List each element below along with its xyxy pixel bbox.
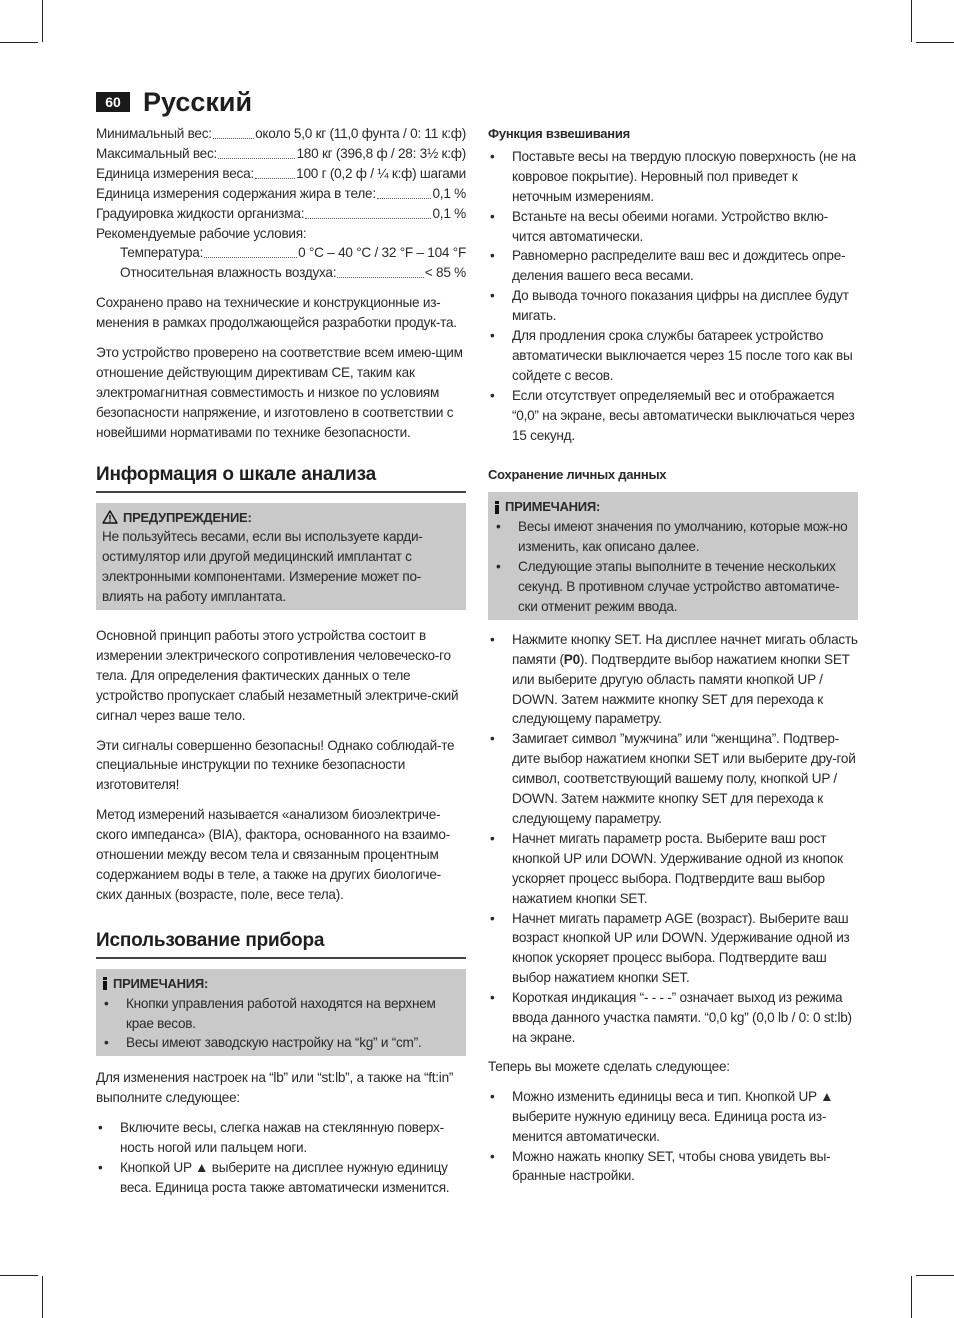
spec-row: Максимальный вес: 180 кг (396,8 ф / 28: 3½ к:ф) — [96, 145, 466, 161]
list-item: • Поставьте весы на твердую плоскую поверхность (не на ковровое покрытие). Неровный пол приведет к неточным измерениям. — [488, 147, 858, 207]
list-item: • Замигает символ ”мужчина” или “женщина”. Подтвер-дите выбор нажатием кнопки SET или выберите дру-гой символ, соответствующий вашему полу, кнопкой UP / DOWN. Затем нажмите кнопку SET для перехода к следующему параметру. — [488, 729, 858, 829]
paragraph: Метод измерений называется «анализом биоэлектриче-ского импеданса» (BIA), фактора, основанного на взаимо-отношении между весом тела и связанным процентным содержанием воды в теле, а также на других биологиче-ских данных (возрасте, поле, весе тела). — [96, 807, 450, 902]
steps-list — [488, 630, 858, 1048]
page-title: Русский — [143, 86, 253, 117]
memory-code: P0 — [563, 651, 580, 667]
warning-text: Не пользуйтесь весами, если вы используете карди-остимулятор или другой медицинский имплантат с электронными компонентами. Измерение может по-влиять на работу имплантата. — [102, 529, 423, 605]
crop-mark — [911, 0, 912, 42]
list-item: • Нажмите кнопку SET. На дисплее начнет мигать область памяти (P0). Подтвердите выбор нажатием кнопки SET или выберите другую область памяти кнопкой UP / DOWN. Затем нажмите кнопку SET для перехода к следующему параметру. — [488, 630, 858, 730]
crop-mark — [0, 1275, 38, 1276]
list-item: • Если отсутствует определяемый вес и отображается “0,0” на экране, весы автоматически выключаться через 15 секунд. — [488, 386, 858, 446]
paragraph: Основной принцип работы этого устройства состоит в измерении электрического сопротивления человеческо-го тела. Для определения фактических данных о теле устройство пропускает слабый незаметный электриче-ский сигнал через ваше тело. — [96, 628, 459, 723]
spec-row: Единица измерения содержания жира в теле: 0,1 % — [96, 185, 466, 201]
page-number: 60 — [96, 92, 130, 112]
paragraph: Теперь вы можете сделать следующее: — [488, 1058, 730, 1074]
list-item: • Встаньте на весы обеими ногами. Устройство вклю-чится автоматически. — [488, 207, 858, 247]
list-item: • Равномерно распределите ваш вес и дождитесь опре-деления вашего веса весами. — [488, 246, 858, 286]
list-item: • Начнет мигать параметр роста. Выберите ваш рост кнопкой UP или DOWN. Удерживание одной из кнопок ускоряет процесс выбора. Подтвердите ваш выбор нажатием кнопки SET. — [488, 829, 858, 909]
list-item: • До вывода точного показания цифры на дисплее будут мигать. — [488, 286, 858, 326]
paragraph: Эти сигналы совершенно безопасны! Однако соблюдай-те специальные инструкции по технике безопасности изготовителя! — [96, 737, 455, 793]
list-item: • Весы имеют заводскую настройку на “kg” и “cm”. — [102, 1033, 460, 1053]
spec-row: Градуировка жидкости организма: 0,1 % — [96, 205, 466, 221]
list-item: • Короткая индикация “- - - -” означает выход из режима ввода данного участка памяти. “0,0 kg” (0,0 lb / 0: 0 st:lb) на экране. — [488, 988, 858, 1048]
notes-title: ПРИМЕЧАНИЯ: — [494, 497, 852, 517]
paragraph: Это устройство проверено на соответствие всем имею-щим отношение действующим директивам CE, таким как электромагнитная совместимость и низкое по условиям безопасности напряжение, и изготовлено в соответствии с новейшими нормативами по технике безопасности. — [96, 345, 463, 440]
notes-title: ПРИМЕЧАНИЯ: — [102, 974, 460, 994]
crop-mark — [0, 42, 38, 43]
subsection-heading: Функция взвешивания — [488, 126, 630, 141]
info-icon — [494, 501, 500, 514]
notes-box — [96, 969, 466, 1057]
spec-list — [96, 124, 466, 283]
list-item: • Можно изменить единицы веса и тип. Кнопкой UP ▲ выберите нужную единицу веса. Единица роста из-менится автоматически. — [488, 1087, 858, 1147]
list-item: • Можно нажать кнопку SET, чтобы снова увидеть вы-бранные настройки. — [488, 1147, 858, 1187]
right-column — [488, 124, 858, 1186]
spec-row: Минимальный вес: около 5,0 кг (11,0 фунта / 0: 11 к:ф) — [96, 126, 466, 141]
spec-row: Относительная влажность воздуха: < 85 % — [120, 265, 466, 281]
paragraph: Для изменения настроек на “lb” или “st:lb”, а также на “ft:in” выполните следующее: — [96, 1070, 454, 1106]
list-item: • Включите весы, слегка нажав на стеклянную поверх-ность ногой или пальцем ноги. — [96, 1118, 466, 1158]
warning-title: ПРЕДУПРЕЖДЕНИЕ: — [102, 508, 460, 528]
crop-mark — [911, 1276, 912, 1318]
list-item: • Весы имеют значения по умолчанию, которые мож-но изменить, как описано далее. — [494, 517, 852, 557]
steps-list — [96, 1118, 466, 1198]
section-heading: Информация о шкале анализа — [96, 465, 466, 493]
warning-box — [96, 503, 466, 611]
spec-row: Температура: 0 °C – 40 °C / 32 °F – 104 °F — [120, 245, 466, 261]
list-item: • Для продления срока службы батареек устройство автоматически выключается через 15 после того как вы сойдете с весов. — [488, 326, 858, 386]
warning-icon — [102, 510, 118, 524]
final-list — [488, 1087, 858, 1187]
crop-mark — [42, 1276, 43, 1318]
notes-box — [488, 492, 858, 619]
section-heading: Использование прибора — [96, 931, 466, 959]
crop-mark — [916, 42, 954, 43]
list-item: • Кнопки управления работой находятся на верхнем крае весов. — [102, 994, 460, 1034]
weighing-list — [488, 147, 858, 446]
spec-row: Единица измерения веса: 100 г (0,2 ф / ¼ к:ф) шагами — [96, 165, 466, 181]
notes-list — [102, 994, 460, 1054]
subsection-heading: Сохранение личных данных — [488, 466, 667, 482]
crop-mark — [42, 0, 43, 42]
info-icon — [102, 977, 108, 990]
list-item: • Начнет мигать параметр AGE (возраст). Выберите ваш возраст кнопкой UP или DOWN. Удерживание одной из кнопок ускоряет процесс выбора. Подтвердите ваш выбор нажатием кнопки SET. — [488, 909, 858, 989]
conditions-heading: Рекомендуемые рабочие условия: — [96, 225, 307, 241]
list-item: • Кнопкой UP ▲ выберите на дисплее нужную единицу веса. Единица роста также автоматически изменится. — [96, 1158, 466, 1198]
paragraph: Сохранено право на технические и конструкционные из-менения в рамках продолжающейся разработки продук-та. — [96, 295, 457, 331]
list-item: • Следующие этапы выполните в течение нескольких секунд. В противном случае устройство автоматиче-ски отменит режим ввода. — [494, 557, 852, 617]
left-column — [96, 124, 466, 1198]
crop-mark — [916, 1275, 954, 1276]
page-header — [96, 86, 252, 118]
notes-list — [494, 517, 852, 617]
